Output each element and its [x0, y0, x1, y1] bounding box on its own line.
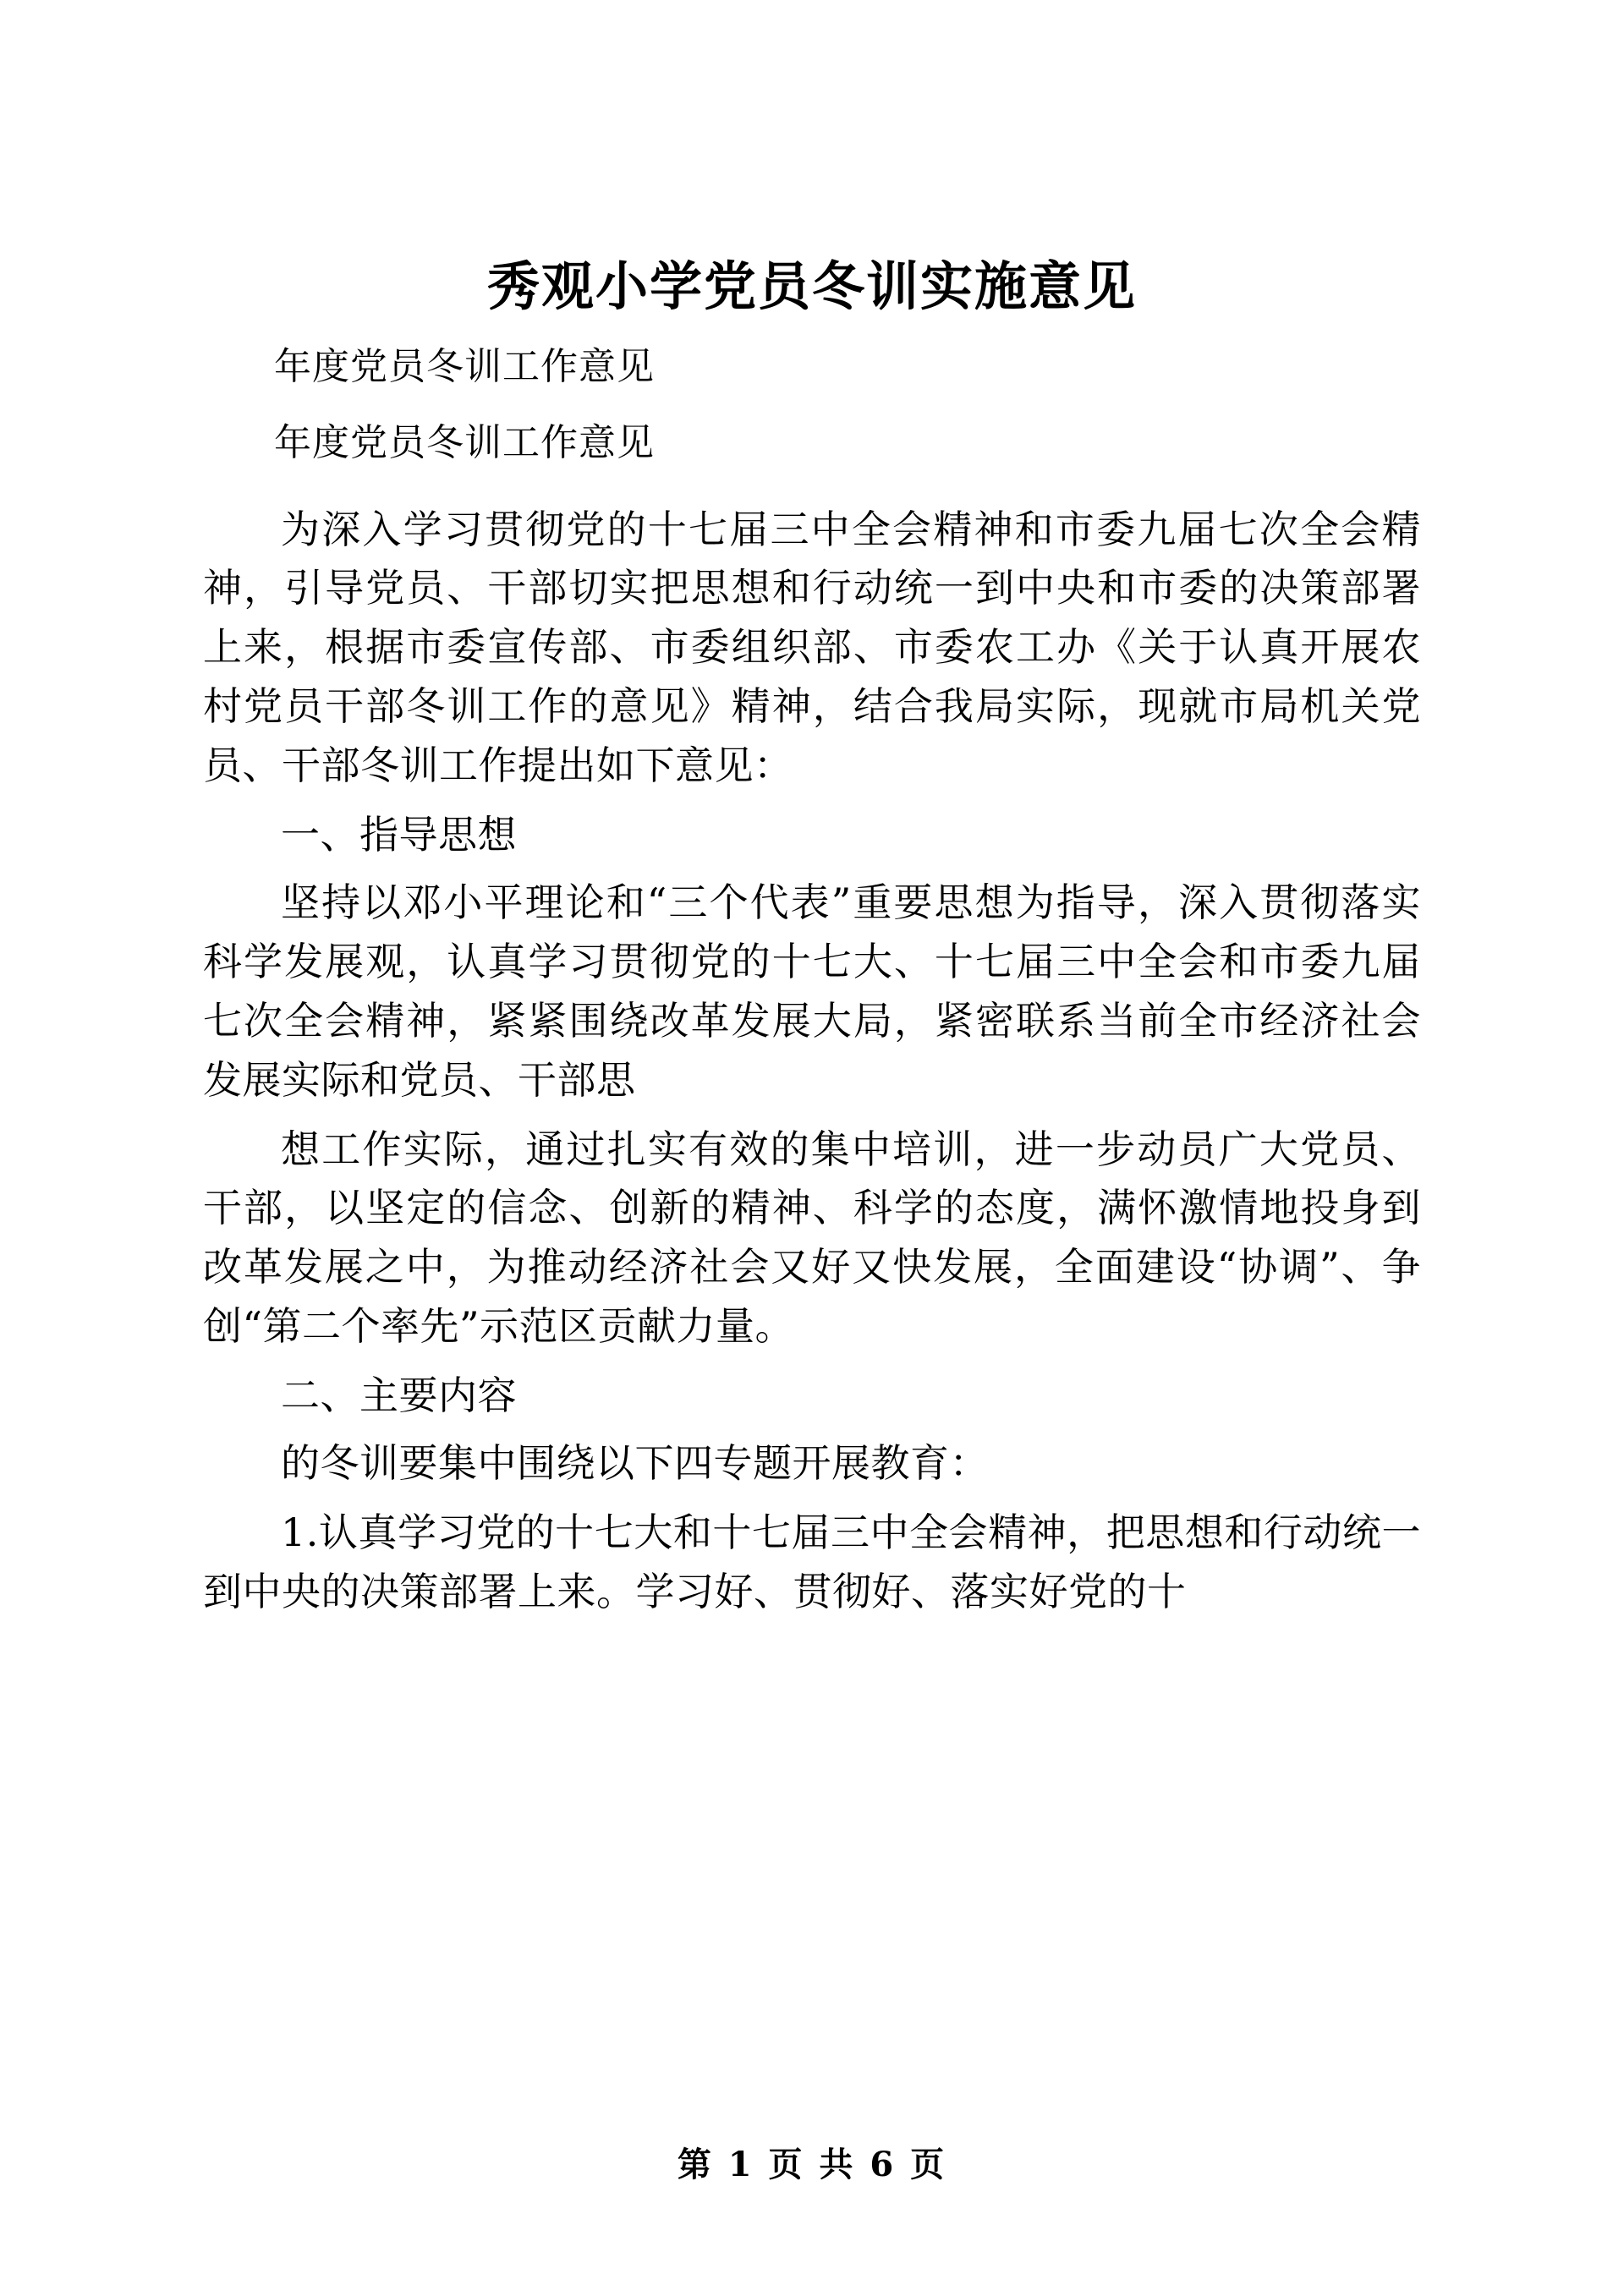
document-subheading-2: 年度党员冬训工作意见 [274, 420, 655, 464]
paragraph-guiding-ideology-b: 想工作实际，通过扎实有效的集中培训，进一步动员广大党员、干部，以坚定的信念、创新的精神、科学的态度，满怀激情地投身到改革发展之中，为推动经济社会又好又快发展，全面建设“协调”、争创“第二个率先”示范区贡献力量。 [203, 1126, 1421, 1350]
document-subheading-1: 年度党员冬训工作意见 [274, 344, 655, 388]
section-heading-one: 一、指导思想 [281, 812, 517, 858]
paragraph-intro: 为深入学习贯彻党的十七届三中全会精神和市委九届七次全会精神，引导党员、干部切实把思想和行动统一到中央和市委的决策部署上来，根据市委宣传部、市委组织部、市委农工办《关于认真开展农村党员干部冬训工作的意见》精神，结合我局实际，现就市局机关党员、干部冬训工作提出如下意见： [203, 506, 1421, 789]
page-title: 秀观小学党员冬训实施意见 [486, 255, 1137, 317]
paragraph-main-content-item-1: 1.认真学习党的十七大和十七届三中全会精神，把思想和行动统一到中央的决策部署上来。学习好、贯彻好、落实好党的十 [203, 1510, 1421, 1614]
section-heading-two: 二、主要内容 [281, 1373, 517, 1419]
paragraph-guiding-ideology-a: 坚持以邓小平理论和“三个代表”重要思想为指导，深入贯彻落实科学发展观，认真学习贯彻党的十七大、十七届三中全会和市委九届七次全会精神，紧紧围绕改革发展大局，紧密联系当前全市经济社会发展实际和党员、干部思 [203, 879, 1421, 1103]
page-footer: 第 1 页 共 6 页 [677, 2145, 947, 2184]
paragraph-main-content-intro: 的冬训要集中围绕以下四专题开展教育： [281, 1440, 989, 1487]
